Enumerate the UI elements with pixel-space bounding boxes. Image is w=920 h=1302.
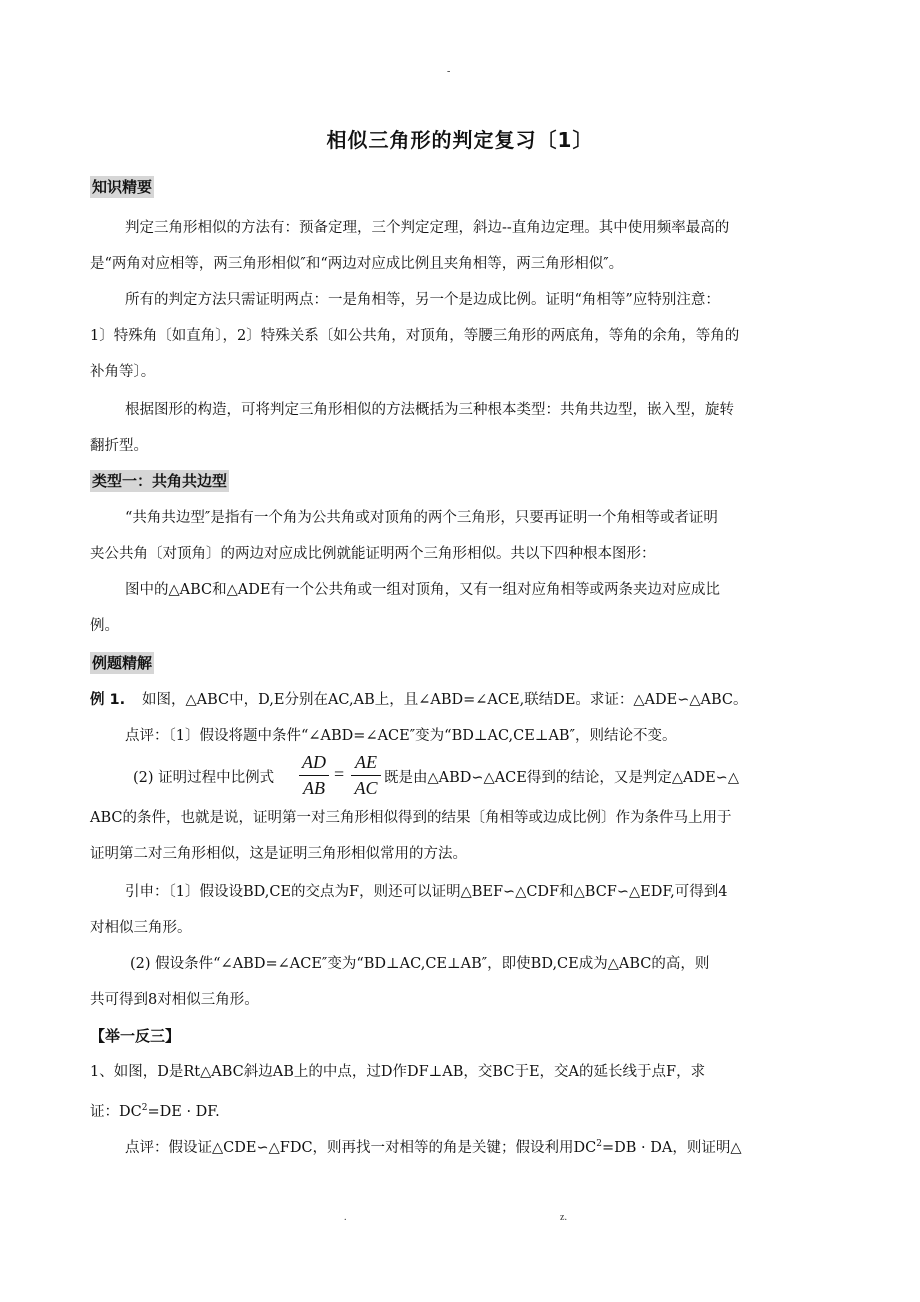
paragraph-line: “共角共边型″是指有一个角为公共角或对顶角的两个三角形，只要再证明一个角相等或者证明 [125,510,718,526]
equals-sign: = [334,764,345,784]
section-examples: 例题精解 [92,654,153,672]
superscript: 2 [596,1139,602,1149]
section-practice: 【举一反三】 [90,1027,181,1045]
fraction-numerator: AD [302,752,326,772]
superscript: 2 [141,1103,148,1113]
page-title: 相似三角形的判定复习〔1〕 [326,128,594,152]
paragraph-line: 补角等〕。 [90,364,156,380]
text-span: =DB · DA，则证明△ [602,1139,742,1156]
example-label: 例 1. [90,692,126,708]
paragraph-line: ABC的条件，也就是说，证明第一对三角形相似得到的结果〔角相等或边成比例〕作为条件马上用于 [90,810,732,826]
paragraph-line: 证明第二对三角形相似，这是证明三角形相似常用的方法。 [90,846,467,862]
paragraph-line: 夹公共角〔对顶角〕的两边对应成比例就能证明两个三角形相似。共以下四种根本图形： [90,546,656,562]
section-knowledge: 知识精要 [92,178,153,196]
example-statement: 如图，△ABC中，D,E分别在AC,AB上，且∠ABD=∠ACE,联结DE。求证：△ADE∽△ABC。 [142,692,748,708]
text-span: 点评：假设证△CDE∽△FDC，则再找一对相等的角是关键；假设利用DC [125,1139,597,1156]
paragraph-line: 共可得到8对相似三角形。 [90,992,259,1008]
fraction-ae-ac [351,752,381,799]
fraction-ad-ab [299,752,329,799]
paragraph-line: 判定三角形相似的方法有：预备定理，三个判定定理，斜边--直角边定理。其中使用频率最高的 [125,220,730,236]
paragraph-line: 图中的△ABC和△ADE有一个公共角或一组对顶角，又有一组对应角相等或两条夹边对应成比 [125,582,720,598]
paragraph-line: 既是由△ABD∽△ACE得到的结论，又是判定△ADE∽△ [384,770,739,786]
footer-left-mark: . [344,1212,347,1223]
footer-right-mark: z. [560,1212,567,1223]
paragraph-line: 例。 [90,618,119,634]
paragraph-line: 所有的判定方法只需证明两点：一是角相等，另一个是边成比例。证明“角相等”应特别注意： [125,292,720,308]
paragraph-line: 是“两角对应相等，两三角形相似″和“两边对应成比例且夹角相等，两三角形相似″。 [90,256,624,272]
paragraph-line: 1、如图，D是Rt△ABC斜边AB上的中点，过D作DF⊥AB，交BC于E，交A的延长线于点F，求 [90,1064,706,1080]
paragraph-line: 翻折型。 [90,438,148,454]
text-span: =DE · DF. [147,1103,220,1120]
paragraph-line: 点评：〔1〕假设将题中条件“∠ABD=∠ACE″变为“BD⊥AC,CE⊥AB″，则结论不变。 [125,728,677,744]
paragraph-line: 1〕特殊角〔如直角〕，2〕特殊关系〔如公共角，对顶角，等腰三角形的两底角，等角的余角，等角的 [90,328,740,344]
text-span: 证：DC [90,1103,142,1120]
paragraph-line: (2) 证明过程中比例式 [133,770,275,786]
section-type1: 类型一：共角共边型 [92,472,228,490]
paragraph-line [125,1134,865,1158]
paragraph-line: (2) 假设条件“∠ABD=∠ACE″变为“BD⊥AC,CE⊥AB″，即使BD,CE成为△ABC的高，则 [130,956,710,972]
paragraph-line: 根据图形的构造，可将判定三角形相似的方法概括为三种根本类型：共角共边型，嵌入型，旋转 [125,402,734,418]
header-mark: - [447,66,451,77]
fraction-denominator: AB [303,778,325,798]
paragraph-line: 对相似三角形。 [90,920,192,936]
fraction-numerator: AE [355,752,377,772]
fraction-denominator: AC [354,778,378,798]
paragraph-line [90,1098,830,1122]
paragraph-line: 引申：〔1〕假设设BD,CE的交点为F，则还可以证明△BEF∽△CDF和△BCF∽△EDF,可得到4 [125,884,728,900]
